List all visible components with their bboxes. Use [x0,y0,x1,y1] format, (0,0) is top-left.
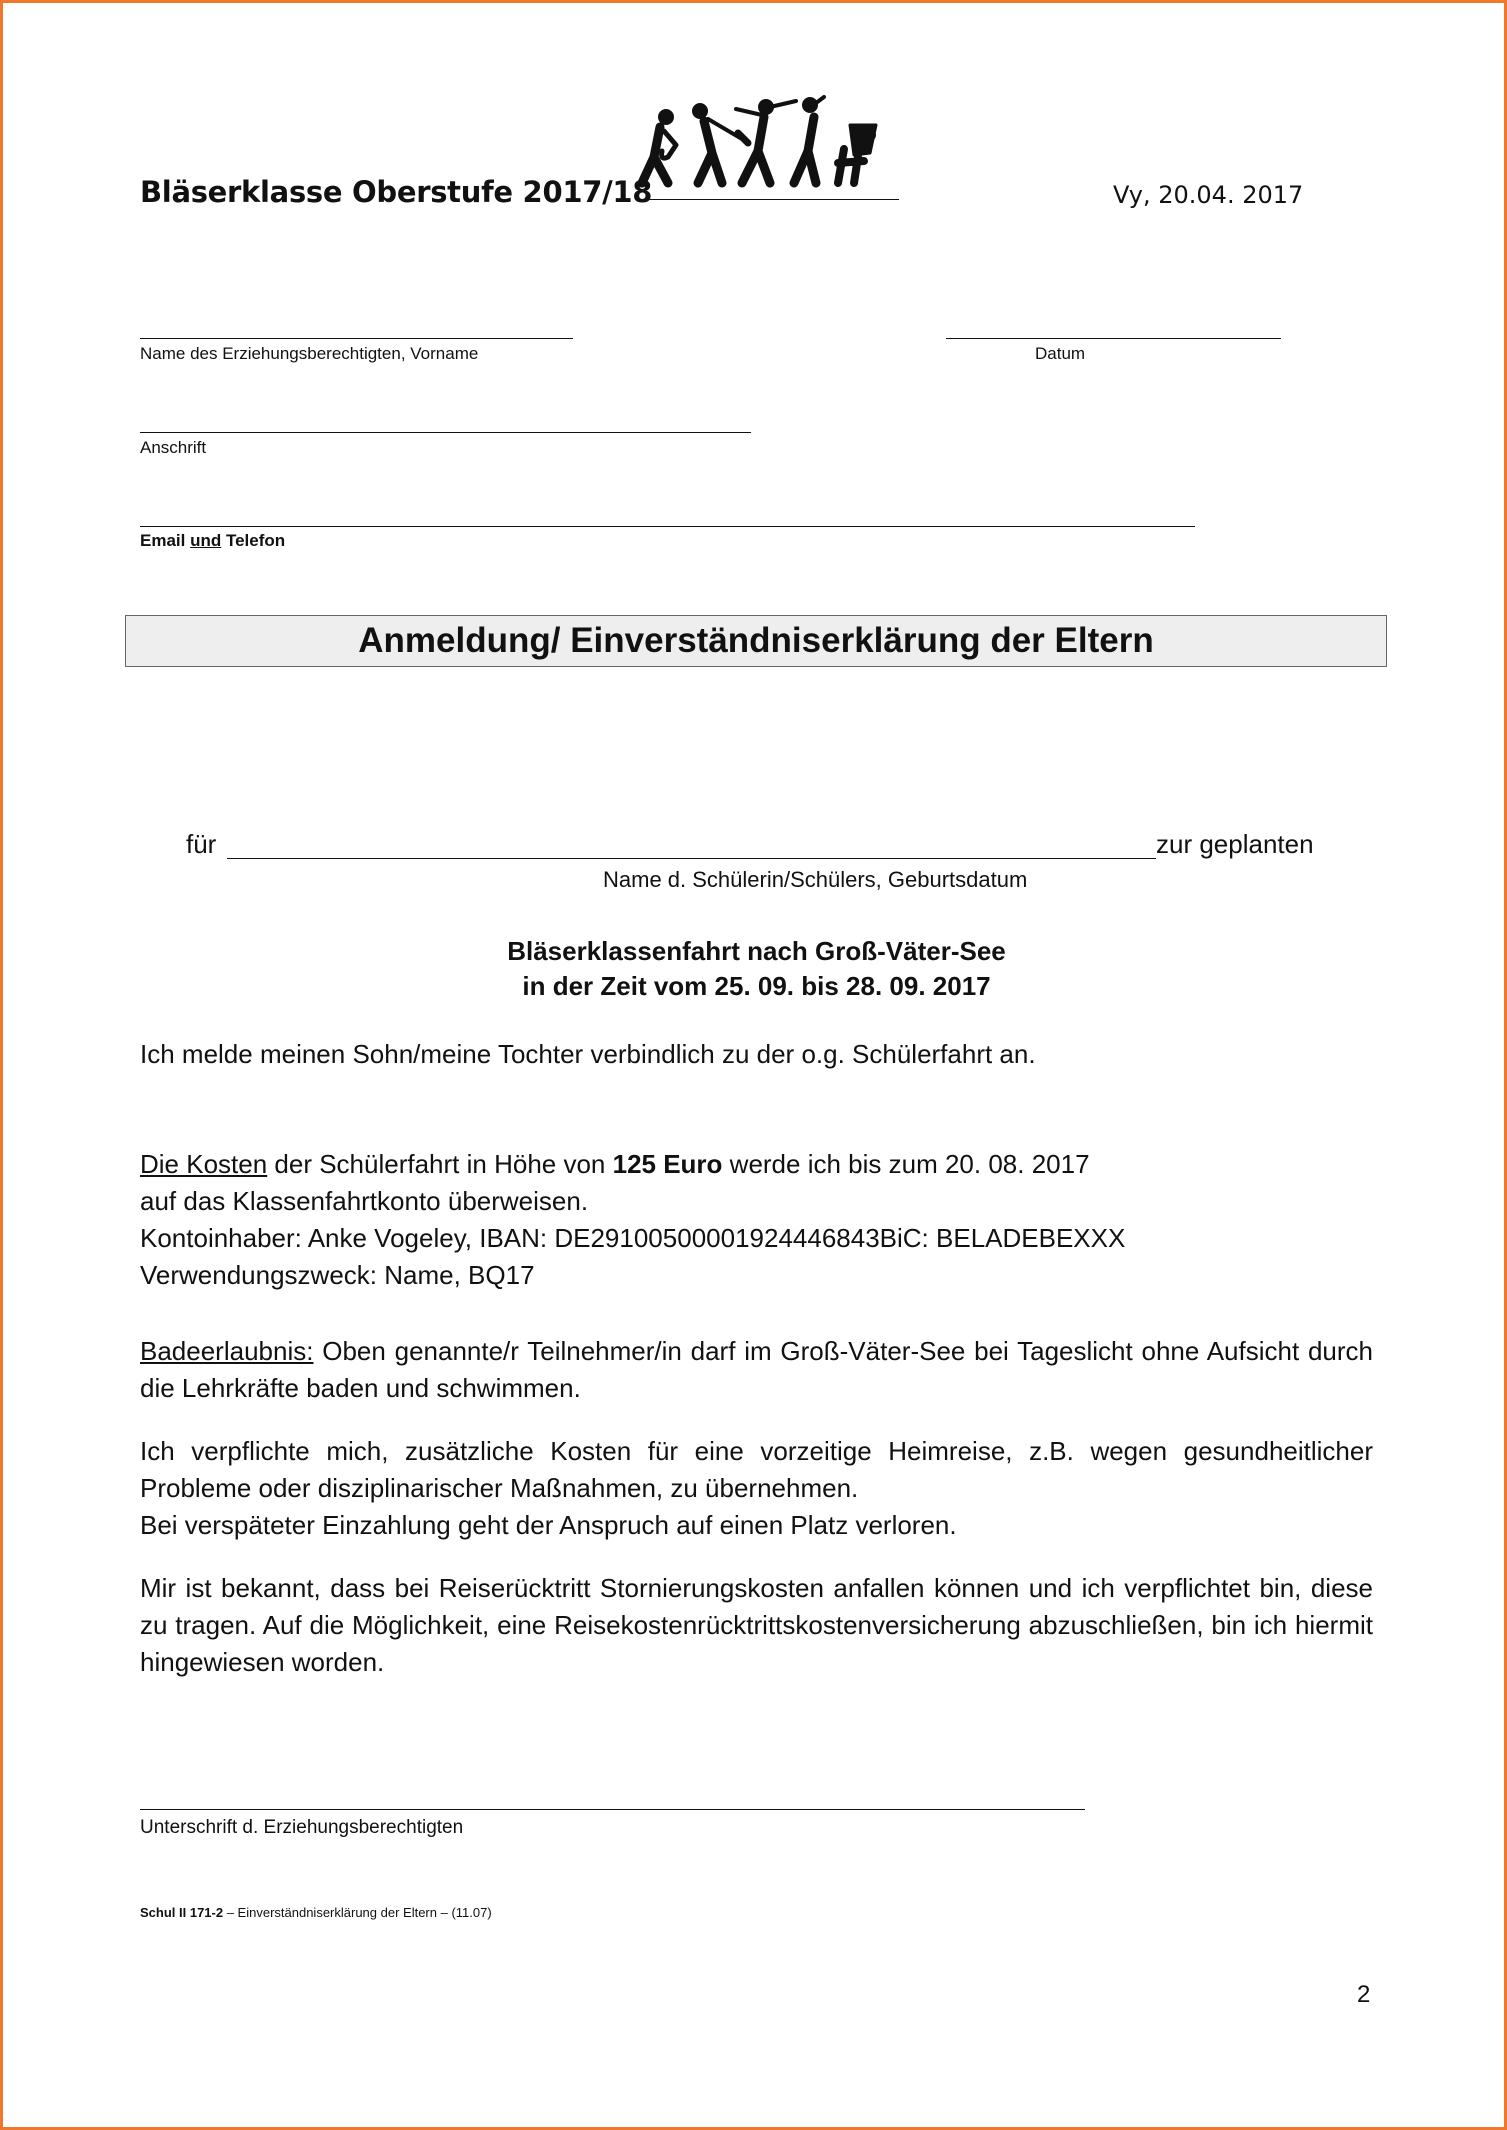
trip-dates: in der Zeit vom 25. 09. bis 28. 09. 2017 [522,971,991,1001]
school-title: Bläserklasse Oberstufe 2017/18 [140,175,653,209]
bathing-label: Badeerlaubnis: [140,1336,314,1366]
form-code: Schul II 171-2 [140,1905,224,1920]
cancellation-paragraph: Mir ist bekannt, dass bei Reiserücktritt Stornierungskosten anfallen können und ich verpflichtet bin, diese zu tragen. Auf die Möglichkeit, eine Reisekostenrücktrittskostenversicherung abzuschließen, bin ich hiermit hingewiesen worden. [140,1573,1373,1677]
date-label: Datum [1035,344,1086,363]
costs-paragraph [140,1146,1380,1294]
costs-text-b: werde ich bis zum 20. 08. 2017 [722,1149,1090,1179]
form-footer-text: – Einverständniserklärung der Eltern – (11.07) [223,1905,492,1920]
signature-label: Unterschrift d. Erziehungsberechtigten [140,1817,464,1838]
obligation-paragraph [140,1433,1373,1544]
email-phone-label [140,531,285,551]
obligation-text: Ich verpflichte mich, zusätzliche Kosten für eine vorzeitige Heimreise, z.B. wegen gesundheitlicher Probleme oder disziplinarischer Maßnahmen, zu übernehmen. [140,1436,1373,1503]
trip-destination: Bläserklassenfahrt nach Groß-Väter-See [507,936,1006,966]
bathing-paragraph [140,1333,1373,1407]
for-label: für [186,829,217,859]
email-label: Email [140,531,186,550]
bathing-text: Oben genannte/r Teilnehmer/in darf im Groß-Väter-See bei Tageslicht ohne Aufsicht durch die Lehrkräfte baden und schwimmen. [140,1336,1373,1403]
costs-purpose: Verwendungszweck: Name, BQ17 [140,1260,535,1290]
address-label: Anschrift [140,438,207,457]
planned-label: zur geplanten [1156,829,1314,859]
document-date: Vy, 20.04. 2017 [1113,181,1304,209]
form-title: Anmeldung/ Einverständniserklärung der Eltern [125,615,1387,667]
phone-label: Telefon [225,531,286,550]
and-label: und [190,531,222,550]
signature-field[interactable] [140,1809,1085,1810]
page-number: 2 [1357,1981,1371,2008]
date-field[interactable] [946,338,1281,339]
brass-band-musicians-icon [638,95,903,203]
guardian-name-field[interactable] [140,338,573,339]
registration-text: Ich melde meinen Sohn/meine Tochter verbindlich zu der o.g. Schülerfahrt an. [140,1039,1036,1069]
costs-label: Die Kosten [140,1149,268,1179]
student-name-field[interactable] [227,858,1156,859]
costs-amount: 125 Euro [612,1149,723,1179]
logo-underline [639,199,899,200]
email-phone-field[interactable] [140,526,1195,527]
guardian-name-label: Name des Erziehungsberechtigten, Vorname [140,344,479,363]
address-field[interactable] [140,432,751,433]
costs-transfer: auf das Klassenfahrtkonto überweisen. [140,1186,589,1216]
late-payment-text: Bei verspäteter Einzahlung geht der Anspruch auf einen Platz verloren. [140,1510,957,1540]
costs-text-a: der Schülerfahrt in Höhe von [267,1149,613,1179]
costs-account: Kontoinhaber: Anke Vogeley, IBAN: DE29100500001924446843BiC: BELADEBEXXX [140,1223,1126,1253]
form-footer [140,1905,492,1920]
student-name-label: Name d. Schülerin/Schülers, Geburtsdatum [603,867,1028,892]
